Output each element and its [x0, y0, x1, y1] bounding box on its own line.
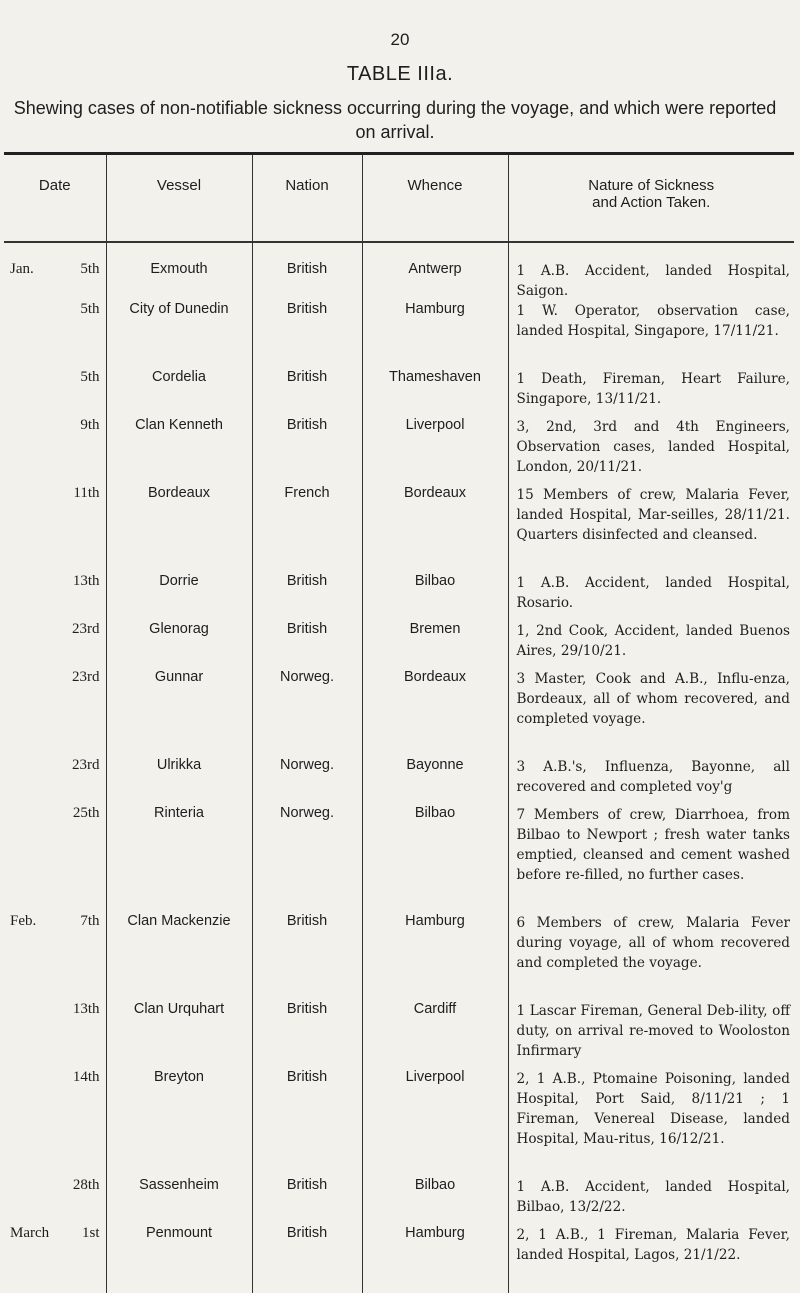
- table-row: [4, 369, 794, 417]
- day-label: 13th: [72, 573, 100, 589]
- day-label: 25th: [72, 805, 100, 821]
- date-cell: [4, 621, 106, 669]
- whence-cell: Bordeaux: [362, 485, 508, 573]
- column-header-nature: [508, 154, 794, 243]
- vessel-cell: Penmount: [106, 1225, 252, 1293]
- nature-header-line2: and Action Taken.: [592, 194, 711, 211]
- table-body: [4, 242, 794, 1293]
- column-header-nation: Nation: [252, 154, 362, 243]
- nation-cell: French: [252, 485, 362, 573]
- table-row: [4, 242, 794, 301]
- page-number: 20: [390, 30, 410, 49]
- column-header-whence: Whence: [362, 154, 508, 243]
- nation-cell: British: [252, 621, 362, 669]
- nation-cell: British: [252, 369, 362, 417]
- table-row: [4, 417, 794, 485]
- vessel-cell: Sassenheim: [106, 1177, 252, 1225]
- nature-cell: 1 Lascar Fireman, General Deb-ility, off duty, on arrival re-moved to Wooloston Infirmary: [508, 1001, 794, 1069]
- column-header-vessel: Vessel: [106, 154, 252, 243]
- nature-cell: 6 Members of crew, Malaria Fever during voyage, all of whom recovered and completed the voyage.: [508, 913, 794, 1001]
- nation-cell: British: [252, 913, 362, 1001]
- whence-cell: Bilbao: [362, 573, 508, 621]
- table-row: [4, 1225, 794, 1293]
- nature-cell: 2, 1 A.B., Ptomaine Poisoning, landed Hospital, Port Said, 8/11/21 ; 1 Fireman, Venereal Disease, landed Hospital, Mau-ritus, 16/12/21.: [508, 1069, 794, 1177]
- nature-cell: 1 A.B. Accident, landed Hospital, Saigon.: [508, 242, 794, 301]
- table-row: [4, 669, 794, 757]
- whence-cell: Bayonne: [362, 757, 508, 805]
- column-header-date: Date: [38, 177, 71, 194]
- date-cell: [4, 573, 106, 621]
- table-row: [4, 485, 794, 573]
- vessel-cell: Clan Kenneth: [106, 417, 252, 485]
- day-label: 23rd: [72, 621, 100, 637]
- table-row: [4, 301, 794, 369]
- whence-cell: Bordeaux: [362, 669, 508, 757]
- table-row: [4, 913, 794, 1001]
- month-label: Feb.: [10, 913, 37, 929]
- nature-header-line1: Nature of Sickness: [588, 177, 715, 194]
- day-label: 5th: [80, 369, 100, 385]
- header-row: [4, 154, 794, 243]
- vessel-cell: Dorrie: [106, 573, 252, 621]
- table-row: [4, 805, 794, 913]
- nature-cell: 2, 1 A.B., 1 Fireman, Malaria Fever, landed Hospital, Lagos, 21/1/22.: [508, 1225, 794, 1293]
- nature-cell: 1, 2nd Cook, Accident, landed Buenos Aires, 29/10/21.: [508, 621, 794, 669]
- date-cell: [4, 417, 106, 485]
- whence-cell: Antwerp: [362, 242, 508, 301]
- date-cell: [4, 301, 106, 369]
- nature-cell: 15 Members of crew, Malaria Fever, landed Hospital, Mar-seilles, 28/11/21. Quarters disinfected and cleansed.: [508, 485, 794, 573]
- nature-cell: 1 A.B. Accident, landed Hospital, Rosario.: [508, 573, 794, 621]
- date-cell: [4, 757, 106, 805]
- vessel-cell: Rinteria: [106, 805, 252, 913]
- date-cell: [4, 485, 106, 573]
- date-cell: [4, 1001, 106, 1069]
- date-cell: [4, 913, 106, 1001]
- nation-cell: British: [252, 1225, 362, 1293]
- date-cell: [4, 1069, 106, 1177]
- table-row: [4, 621, 794, 669]
- day-label: 5th: [80, 301, 100, 317]
- table-row: [4, 573, 794, 621]
- day-label: 5th: [80, 261, 100, 277]
- sickness-table: [4, 152, 794, 1293]
- vessel-cell: Bordeaux: [106, 485, 252, 573]
- whence-cell: Cardiff: [362, 1001, 508, 1069]
- date-cell: [4, 242, 106, 301]
- vessel-cell: Cordelia: [106, 369, 252, 417]
- nature-cell: 1 Death, Fireman, Heart Failure, Singapore, 13/11/21.: [508, 369, 794, 417]
- day-label: 28th: [72, 1177, 100, 1193]
- day-label: 9th: [80, 417, 100, 433]
- day-label: 23rd: [72, 669, 100, 685]
- nation-cell: British: [252, 1069, 362, 1177]
- day-label: 1st: [81, 1225, 100, 1241]
- day-label: 14th: [72, 1069, 100, 1085]
- nation-cell: Norweg.: [252, 757, 362, 805]
- vessel-cell: Clan Urquhart: [106, 1001, 252, 1069]
- vessel-cell: Gunnar: [106, 669, 252, 757]
- month-label: Jan.: [10, 261, 34, 277]
- nature-cell: 3 Master, Cook and A.B., Influ-enza, Bordeaux, all of whom recovered, and completed voyage.: [508, 669, 794, 757]
- nature-cell: 1 A.B. Accident, landed Hospital, Bilbao, 13/2/22.: [508, 1177, 794, 1225]
- whence-cell: Bilbao: [362, 805, 508, 913]
- nature-cell: 7 Members of crew, Diarrhoea, from Bilbao to Newport ; fresh water tanks emptied, cleansed and cement washed before re-filled, no further cases.: [508, 805, 794, 913]
- whence-cell: Bilbao: [362, 1177, 508, 1225]
- date-cell: [4, 1225, 106, 1293]
- day-label: 11th: [73, 485, 100, 501]
- table-row: [4, 1177, 794, 1225]
- whence-cell: Hamburg: [362, 913, 508, 1001]
- nation-cell: British: [252, 1177, 362, 1225]
- vessel-cell: City of Dunedin: [106, 301, 252, 369]
- table-row: [4, 757, 794, 805]
- month-label: March: [10, 1225, 50, 1241]
- date-cell: [4, 1177, 106, 1225]
- vessel-cell: Exmouth: [106, 242, 252, 301]
- date-cell: [4, 669, 106, 757]
- vessel-cell: Glenorag: [106, 621, 252, 669]
- nation-cell: British: [252, 417, 362, 485]
- date-cell: [4, 805, 106, 913]
- date-cell: [4, 369, 106, 417]
- whence-cell: Liverpool: [362, 417, 508, 485]
- vessel-cell: Ulrikka: [106, 757, 252, 805]
- nation-cell: British: [252, 1001, 362, 1069]
- nature-cell: 1 W. Operator, observation case, landed Hospital, Singapore, 17/11/21.: [508, 301, 794, 369]
- day-label: 13th: [72, 1001, 100, 1017]
- whence-cell: Thameshaven: [362, 369, 508, 417]
- whence-cell: Hamburg: [362, 1225, 508, 1293]
- nature-cell: 3 A.B.'s, Influenza, Bayonne, all recovered and completed voy'g: [508, 757, 794, 805]
- table-row: [4, 1001, 794, 1069]
- whence-cell: Hamburg: [362, 301, 508, 369]
- nation-cell: Norweg.: [252, 669, 362, 757]
- table-title: TABLE IIIa.: [346, 63, 454, 85]
- vessel-cell: Clan Mackenzie: [106, 913, 252, 1001]
- table-subtitle: Shewing cases of non-notifiable sickness occurring during the voyage, and which were reported on arrival.: [13, 98, 777, 142]
- nation-cell: Norweg.: [252, 805, 362, 913]
- day-label: 23rd: [72, 757, 100, 773]
- whence-cell: Liverpool: [362, 1069, 508, 1177]
- nature-cell: 3, 2nd, 3rd and 4th Engineers, Observation cases, landed Hospital, London, 20/11/21.: [508, 417, 794, 485]
- whence-cell: Bremen: [362, 621, 508, 669]
- table-row: [4, 1069, 794, 1177]
- nation-cell: British: [252, 301, 362, 369]
- vessel-cell: Breyton: [106, 1069, 252, 1177]
- day-label: 7th: [80, 913, 100, 929]
- nation-cell: British: [252, 242, 362, 301]
- nation-cell: British: [252, 573, 362, 621]
